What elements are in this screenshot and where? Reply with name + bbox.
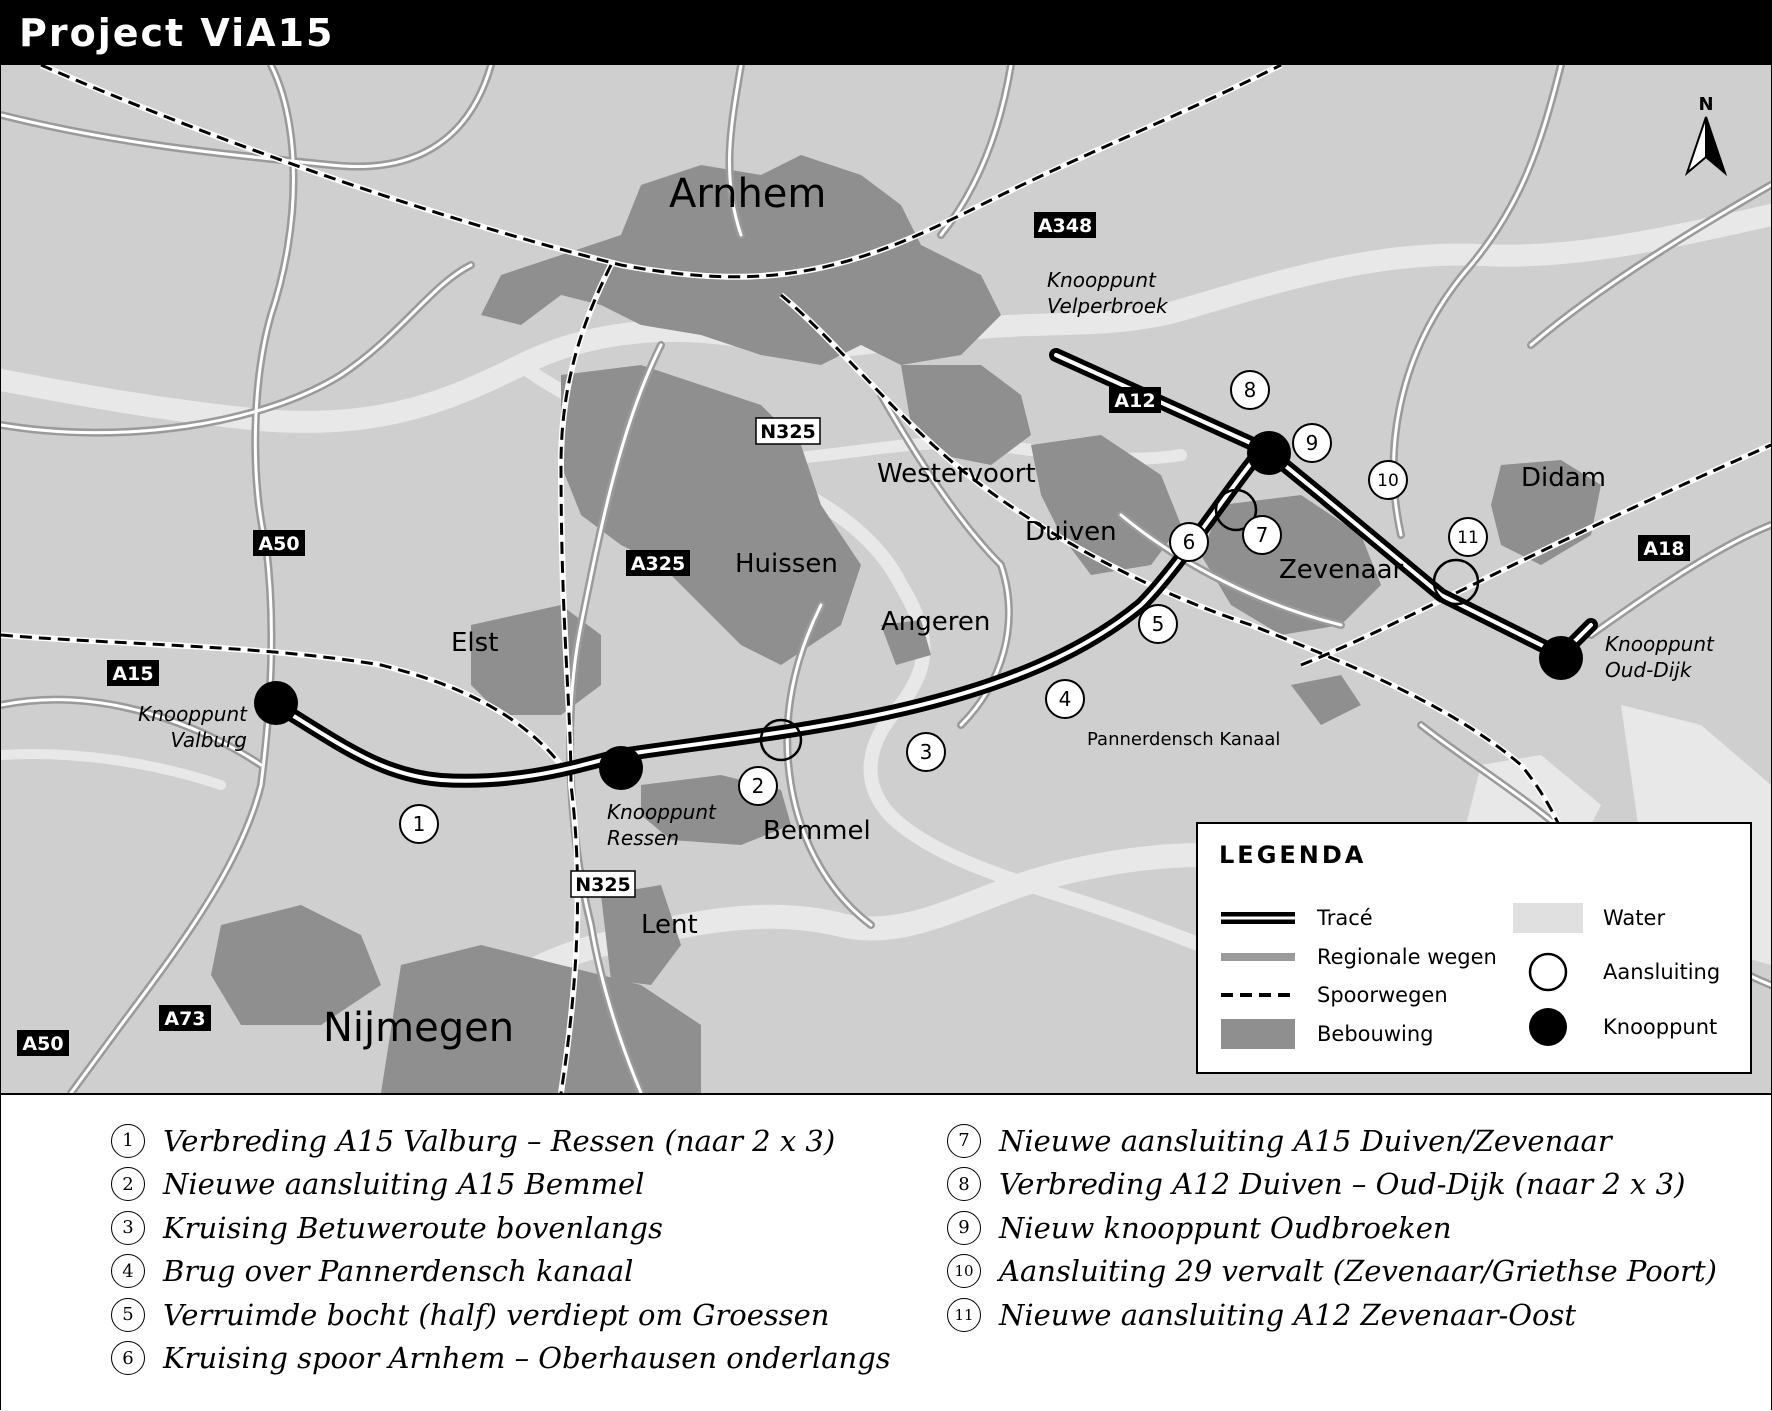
list-item: 6 Kruising spoor Arnhem – Oberhausen onderlangs [111,1337,891,1381]
list-item: 10 Aansluiting 29 vervalt (Zevenaar/Griethse Poort) [947,1250,1717,1294]
svg-text:8: 8 [1243,378,1257,402]
label-ouddijk-2: Oud-Dijk [1605,658,1692,682]
junction-ressen [599,746,643,790]
junction-oudbroeken [1247,431,1291,475]
svg-text:10: 10 [1377,471,1399,491]
svg-text:A50: A50 [258,533,300,555]
shield-n325-bottom [571,871,635,897]
city-angeren: Angeren [881,607,991,637]
svg-text:A348: A348 [1037,215,1093,237]
svg-text:Spoorwegen: Spoorwegen [1317,983,1448,1007]
list-item: 5 Verruimde bocht (half) verdiept om Groessen [111,1293,891,1337]
label-pannerdensch-kanaal: Pannerdensch Kanaal [1087,729,1281,750]
list-item: 9 Nieuw knooppunt Oudbroeken [947,1206,1717,1250]
shield-a73 [159,1005,211,1031]
junction-oud-dijk [1539,636,1583,680]
label-ressen-1: Knooppunt [607,800,716,824]
city-huissen: Huissen [735,549,838,579]
svg-text:Aansluiting: Aansluiting [1603,960,1721,984]
shield-a18 [1638,535,1690,561]
svg-text:Water: Water [1603,906,1666,930]
shield-a15 [107,660,159,686]
svg-text:A15: A15 [112,663,154,685]
shield-a348 [1034,212,1096,238]
label-valburg-1: Knooppunt [138,702,247,726]
marker-5 [1139,605,1177,643]
footer-right-column [947,1119,1717,1337]
list-item: 2 Nieuwe aansluiting A15 Bemmel [111,1163,891,1207]
list-item: 11 Nieuwe aansluiting A12 Zevenaar-Oost [947,1293,1717,1337]
svg-text:N325: N325 [760,421,816,443]
map [1,65,1771,1093]
city-zevenaar: Zevenaar [1279,555,1404,585]
footer-list [1,1093,1771,1411]
label-ressen-2: Ressen [607,826,680,850]
svg-text:6: 6 [1182,530,1196,554]
list-item: 8 Verbreding A12 Duiven – Oud-Dijk (naar 2 x 3) [947,1163,1717,1207]
marker-1 [400,805,438,843]
shield-n325-top [756,418,820,444]
label-valburg-2: Valburg [170,728,247,752]
svg-text:A50: A50 [22,1033,64,1055]
svg-text:Tracé: Tracé [1317,906,1373,930]
svg-text:Regionale wegen: Regionale wegen [1317,945,1497,969]
svg-text:11: 11 [1457,528,1479,548]
svg-text:A325: A325 [630,553,686,575]
svg-text:Bebouwing: Bebouwing [1317,1022,1434,1046]
svg-text:A18: A18 [1643,538,1685,560]
city-arnhem: Arnhem [669,171,827,217]
city-elst: Elst [451,628,499,658]
list-item: 4 Brug over Pannerdensch kanaal [111,1250,891,1294]
list-item: 1 Verbreding A15 Valburg – Ressen (naar 2 x 3) [111,1119,891,1163]
legend [1197,823,1751,1073]
list-item: 3 Kruising Betuweroute bovenlangs [111,1206,891,1250]
svg-text:4: 4 [1058,687,1072,711]
marker-2 [739,767,777,805]
marker-3 [907,733,945,771]
page-title: Project ViA15 [19,11,335,55]
svg-text:Knooppunt: Knooppunt [1603,1015,1718,1039]
svg-text:2: 2 [751,774,765,798]
marker-9 [1293,424,1331,462]
shield-a50-top [253,530,305,556]
marker-11 [1449,518,1487,556]
svg-text:7: 7 [1255,523,1269,547]
marker-6 [1170,523,1208,561]
marker-8 [1231,371,1269,409]
marker-7 [1243,516,1281,554]
city-didam: Didam [1521,463,1607,493]
footer-left-column [111,1119,891,1380]
svg-text:9: 9 [1305,431,1319,455]
svg-text:5: 5 [1151,612,1165,636]
legend-item-buildings [1221,1019,1433,1049]
city-duiven: Duiven [1025,517,1117,547]
svg-text:3: 3 [919,740,933,764]
svg-text:A73: A73 [164,1008,206,1030]
marker-4 [1046,680,1084,718]
label-velperbroek-2: Velperbroek [1047,294,1168,318]
city-bemmel: Bemmel [763,816,871,846]
marker-10 [1369,461,1407,499]
legend-title: LEGENDA [1219,841,1367,869]
label-velperbroek-1: Knooppunt [1047,268,1156,292]
city-nijmegen: Nijmegen [323,1005,515,1051]
shield-a50-bottom [17,1030,69,1056]
shield-a12 [1109,387,1161,413]
label-ouddijk-1: Knooppunt [1605,632,1714,656]
list-item: 7 Nieuwe aansluiting A15 Duiven/Zevenaar [947,1119,1717,1163]
city-lent: Lent [641,910,698,940]
junction-valburg [254,681,298,725]
city-westervoort: Westervoort [877,459,1036,489]
svg-text:N: N [1698,94,1714,115]
shield-a325 [626,550,690,576]
svg-text:1: 1 [412,812,426,836]
svg-text:A12: A12 [1114,390,1156,412]
svg-text:N325: N325 [575,874,631,896]
title-bar [1,1,1771,65]
